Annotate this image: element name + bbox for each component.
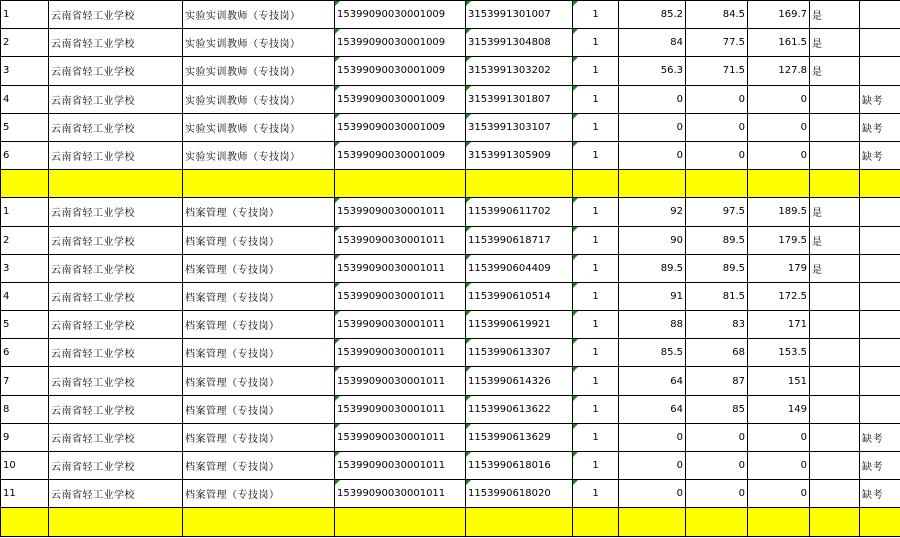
separator-cell	[1, 508, 49, 536]
cell-pass[interactable]	[810, 85, 860, 113]
cell-score-1[interactable]: 0	[619, 141, 686, 169]
cell-total[interactable]: 0	[748, 141, 810, 169]
cell-exam-number[interactable]: 1153990610514	[466, 282, 573, 310]
separator-cell	[860, 170, 900, 198]
cell-count[interactable]: 1	[573, 29, 619, 57]
cell-score-1[interactable]: 85.2	[619, 1, 686, 29]
cell-total[interactable]: 172.5	[748, 282, 810, 310]
cell-note[interactable]	[860, 29, 900, 57]
cell-post-code[interactable]: 15399090030001011	[335, 452, 466, 480]
cell-school[interactable]: 云南省轻工业学校	[49, 198, 183, 226]
cell-count[interactable]: 1	[573, 85, 619, 113]
cell-total[interactable]: 0	[748, 113, 810, 141]
cell-index[interactable]: 5	[1, 113, 49, 141]
table-row[interactable]	[1, 57, 900, 85]
cell-index[interactable]: 2	[1, 226, 49, 254]
cell-post-code[interactable]: 15399090030001009	[335, 85, 466, 113]
cell-score-1[interactable]: 0	[619, 85, 686, 113]
cell-note[interactable]	[860, 226, 900, 254]
cell-score-2[interactable]: 97.5	[686, 198, 748, 226]
cell-pass[interactable]	[810, 367, 860, 395]
cell-post-code[interactable]: 15399090030001011	[335, 395, 466, 423]
cell-count[interactable]: 1	[573, 113, 619, 141]
cell-total[interactable]: 0	[748, 85, 810, 113]
cell-count[interactable]: 1	[573, 198, 619, 226]
cell-count[interactable]: 1	[573, 141, 619, 169]
separator-cell	[860, 508, 900, 536]
separator-row	[1, 508, 900, 536]
cell-index[interactable]: 1	[1, 1, 49, 29]
cell-score-1[interactable]: 88	[619, 311, 686, 339]
cell-exam-number[interactable]: 1153990614326	[466, 367, 573, 395]
cell-score-2[interactable]: 89.5	[686, 226, 748, 254]
cell-pass[interactable]: 是	[810, 254, 860, 282]
cell-position[interactable]: 实验实训教师（专技岗）	[183, 141, 335, 169]
separator-cell	[810, 170, 860, 198]
cell-note[interactable]	[860, 254, 900, 282]
table-row[interactable]	[1, 198, 900, 226]
cell-school[interactable]: 云南省轻工业学校	[49, 113, 183, 141]
cell-score-2[interactable]: 84.5	[686, 1, 748, 29]
cell-count[interactable]: 1	[573, 395, 619, 423]
cell-position[interactable]: 档案管理（专技岗）	[183, 311, 335, 339]
table-row[interactable]	[1, 254, 900, 282]
separator-cell	[573, 170, 619, 198]
table-row[interactable]	[1, 1, 900, 29]
cell-school[interactable]: 云南省轻工业学校	[49, 1, 183, 29]
table-row[interactable]	[1, 339, 900, 367]
cell-position[interactable]: 档案管理（专技岗）	[183, 452, 335, 480]
table-row[interactable]	[1, 395, 900, 423]
cell-exam-number[interactable]: 1153990619921	[466, 311, 573, 339]
cell-index[interactable]: 1	[1, 198, 49, 226]
cell-total[interactable]: 149	[748, 395, 810, 423]
cell-index[interactable]: 9	[1, 423, 49, 451]
table-row[interactable]	[1, 480, 900, 508]
cell-position[interactable]: 实验实训教师（专技岗）	[183, 1, 335, 29]
cell-score-2[interactable]: 0	[686, 113, 748, 141]
cell-score-2[interactable]: 0	[686, 480, 748, 508]
cell-index[interactable]: 5	[1, 311, 49, 339]
cell-count[interactable]: 1	[573, 367, 619, 395]
cell-school[interactable]: 云南省轻工业学校	[49, 395, 183, 423]
cell-note[interactable]: 缺考	[860, 141, 900, 169]
cell-note[interactable]	[860, 311, 900, 339]
cell-count[interactable]: 1	[573, 480, 619, 508]
cell-post-code[interactable]: 15399090030001011	[335, 282, 466, 310]
cell-score-1[interactable]: 64	[619, 395, 686, 423]
cell-score-1[interactable]: 64	[619, 367, 686, 395]
cell-score-2[interactable]: 89.5	[686, 254, 748, 282]
cell-score-1[interactable]: 85.5	[619, 339, 686, 367]
table-row[interactable]	[1, 367, 900, 395]
cell-pass[interactable]	[810, 339, 860, 367]
separator-cell	[810, 508, 860, 536]
cell-note[interactable]	[860, 395, 900, 423]
cell-school[interactable]: 云南省轻工业学校	[49, 339, 183, 367]
cell-position[interactable]: 档案管理（专技岗）	[183, 423, 335, 451]
cell-position[interactable]: 档案管理（专技岗）	[183, 367, 335, 395]
cell-position[interactable]: 实验实训教师（专技岗）	[183, 29, 335, 57]
separator-cell	[1, 170, 49, 198]
cell-pass[interactable]	[810, 311, 860, 339]
separator-cell	[686, 508, 748, 536]
cell-exam-number[interactable]: 3153991304808	[466, 29, 573, 57]
cell-post-code[interactable]: 15399090030001009	[335, 57, 466, 85]
cell-note[interactable]	[860, 57, 900, 85]
separator-cell	[335, 508, 466, 536]
cell-school[interactable]: 云南省轻工业学校	[49, 367, 183, 395]
cell-score-1[interactable]: 0	[619, 423, 686, 451]
cell-post-code[interactable]: 15399090030001009	[335, 113, 466, 141]
cell-total[interactable]: 153.5	[748, 339, 810, 367]
cell-position[interactable]: 档案管理（专技岗）	[183, 339, 335, 367]
separator-cell	[466, 508, 573, 536]
cell-exam-number[interactable]: 1153990618717	[466, 226, 573, 254]
cell-pass[interactable]	[810, 480, 860, 508]
cell-post-code[interactable]: 15399090030001009	[335, 141, 466, 169]
cell-exam-number[interactable]: 1153990618020	[466, 480, 573, 508]
cell-index[interactable]: 7	[1, 367, 49, 395]
cell-count[interactable]: 1	[573, 226, 619, 254]
separator-cell	[183, 508, 335, 536]
cell-index[interactable]: 10	[1, 452, 49, 480]
cell-exam-number[interactable]: 3153991303107	[466, 113, 573, 141]
cell-total[interactable]: 189.5	[748, 198, 810, 226]
cell-school[interactable]: 云南省轻工业学校	[49, 452, 183, 480]
cell-exam-number[interactable]: 1153990604409	[466, 254, 573, 282]
cell-note[interactable]: 缺考	[860, 85, 900, 113]
cell-school[interactable]: 云南省轻工业学校	[49, 29, 183, 57]
table-row[interactable]	[1, 29, 900, 57]
cell-count[interactable]: 1	[573, 311, 619, 339]
cell-total[interactable]: 0	[748, 452, 810, 480]
cell-pass[interactable]: 是	[810, 1, 860, 29]
cell-score-1[interactable]: 0	[619, 480, 686, 508]
table-row[interactable]	[1, 452, 900, 480]
cell-total[interactable]: 171	[748, 311, 810, 339]
cell-pass[interactable]	[810, 141, 860, 169]
cell-exam-number[interactable]: 1153990618016	[466, 452, 573, 480]
cell-total[interactable]: 179.5	[748, 226, 810, 254]
cell-index[interactable]: 11	[1, 480, 49, 508]
separator-cell	[183, 170, 335, 198]
cell-post-code[interactable]: 15399090030001011	[335, 198, 466, 226]
cell-score-1[interactable]: 0	[619, 452, 686, 480]
cell-total[interactable]: 169.7	[748, 1, 810, 29]
cell-index[interactable]: 6	[1, 339, 49, 367]
cell-position[interactable]: 档案管理（专技岗）	[183, 480, 335, 508]
cell-score-2[interactable]: 83	[686, 311, 748, 339]
separator-cell	[619, 170, 686, 198]
cell-pass[interactable]: 是	[810, 57, 860, 85]
cell-score-1[interactable]: 56.3	[619, 57, 686, 85]
cell-post-code[interactable]: 15399090030001009	[335, 29, 466, 57]
cell-count[interactable]: 1	[573, 452, 619, 480]
cell-count[interactable]: 1	[573, 57, 619, 85]
cell-index[interactable]: 4	[1, 282, 49, 310]
cell-school[interactable]: 云南省轻工业学校	[49, 141, 183, 169]
cell-post-code[interactable]: 15399090030001011	[335, 480, 466, 508]
cell-count[interactable]: 1	[573, 423, 619, 451]
cell-school[interactable]: 云南省轻工业学校	[49, 311, 183, 339]
cell-position[interactable]: 档案管理（专技岗）	[183, 226, 335, 254]
cell-post-code[interactable]: 15399090030001011	[335, 254, 466, 282]
cell-school[interactable]: 云南省轻工业学校	[49, 423, 183, 451]
cell-school[interactable]: 云南省轻工业学校	[49, 254, 183, 282]
cell-count[interactable]: 1	[573, 254, 619, 282]
cell-index[interactable]: 3	[1, 57, 49, 85]
table-row[interactable]	[1, 282, 900, 310]
cell-note[interactable]	[860, 198, 900, 226]
cell-index[interactable]: 3	[1, 254, 49, 282]
cell-position[interactable]: 实验实训教师（专技岗）	[183, 113, 335, 141]
cell-school[interactable]: 云南省轻工业学校	[49, 480, 183, 508]
separator-cell	[335, 170, 466, 198]
separator-cell	[573, 508, 619, 536]
separator-cell	[748, 170, 810, 198]
cell-index[interactable]: 8	[1, 395, 49, 423]
cell-note[interactable]: 缺考	[860, 452, 900, 480]
separator-row	[1, 170, 900, 198]
cell-score-2[interactable]: 71.5	[686, 57, 748, 85]
cell-note[interactable]	[860, 282, 900, 310]
cell-note[interactable]: 缺考	[860, 480, 900, 508]
cell-score-2[interactable]: 68	[686, 339, 748, 367]
cell-pass[interactable]: 是	[810, 198, 860, 226]
cell-post-code[interactable]: 15399090030001011	[335, 367, 466, 395]
separator-cell	[466, 170, 573, 198]
cell-note[interactable]	[860, 367, 900, 395]
cell-position[interactable]: 档案管理（专技岗）	[183, 282, 335, 310]
separator-cell	[49, 508, 183, 536]
separator-cell	[49, 170, 183, 198]
cell-index[interactable]: 4	[1, 85, 49, 113]
cell-score-2[interactable]: 0	[686, 452, 748, 480]
separator-cell	[748, 508, 810, 536]
cell-post-code[interactable]: 15399090030001011	[335, 423, 466, 451]
cell-total[interactable]: 179	[748, 254, 810, 282]
cell-position[interactable]: 实验实训教师（专技岗）	[183, 57, 335, 85]
cell-note[interactable]: 缺考	[860, 113, 900, 141]
cell-total[interactable]: 151	[748, 367, 810, 395]
cell-school[interactable]: 云南省轻工业学校	[49, 85, 183, 113]
cell-score-1[interactable]: 90	[619, 226, 686, 254]
cell-pass[interactable]	[810, 282, 860, 310]
cell-count[interactable]: 1	[573, 1, 619, 29]
cell-exam-number[interactable]: 1153990613307	[466, 339, 573, 367]
cell-score-1[interactable]: 89.5	[619, 254, 686, 282]
cell-post-code[interactable]: 15399090030001009	[335, 1, 466, 29]
table-row[interactable]	[1, 85, 900, 113]
cell-exam-number[interactable]: 1153990613629	[466, 423, 573, 451]
cell-school[interactable]: 云南省轻工业学校	[49, 226, 183, 254]
cell-exam-number[interactable]: 1153990611702	[466, 198, 573, 226]
table-row[interactable]	[1, 113, 900, 141]
separator-cell	[619, 508, 686, 536]
cell-count[interactable]: 1	[573, 282, 619, 310]
cell-score-2[interactable]: 81.5	[686, 282, 748, 310]
cell-pass[interactable]	[810, 395, 860, 423]
cell-position[interactable]: 实验实训教师（专技岗）	[183, 85, 335, 113]
cell-pass[interactable]: 是	[810, 29, 860, 57]
cell-position[interactable]: 档案管理（专技岗）	[183, 254, 335, 282]
cell-note[interactable]	[860, 339, 900, 367]
cell-score-2[interactable]: 77.5	[686, 29, 748, 57]
cell-score-2[interactable]: 0	[686, 141, 748, 169]
cell-score-1[interactable]: 84	[619, 29, 686, 57]
cell-pass[interactable]: 是	[810, 226, 860, 254]
cell-note[interactable]	[860, 1, 900, 29]
cell-school[interactable]: 云南省轻工业学校	[49, 57, 183, 85]
cell-post-code[interactable]: 15399090030001011	[335, 311, 466, 339]
cell-index[interactable]: 2	[1, 29, 49, 57]
cell-index[interactable]: 6	[1, 141, 49, 169]
table-row[interactable]	[1, 311, 900, 339]
cell-total[interactable]: 127.8	[748, 57, 810, 85]
cell-pass[interactable]	[810, 423, 860, 451]
cell-pass[interactable]	[810, 113, 860, 141]
cell-exam-number[interactable]: 1153990613622	[466, 395, 573, 423]
cell-school[interactable]: 云南省轻工业学校	[49, 282, 183, 310]
cell-count[interactable]: 1	[573, 339, 619, 367]
table-body	[1, 1, 900, 537]
table-row[interactable]	[1, 423, 900, 451]
cell-position[interactable]: 档案管理（专技岗）	[183, 198, 335, 226]
cell-exam-number[interactable]: 3153991303202	[466, 57, 573, 85]
cell-position[interactable]: 档案管理（专技岗）	[183, 395, 335, 423]
cell-score-1[interactable]: 0	[619, 113, 686, 141]
cell-exam-number[interactable]: 3153991301807	[466, 85, 573, 113]
cell-pass[interactable]	[810, 452, 860, 480]
table-row[interactable]	[1, 141, 900, 169]
cell-exam-number[interactable]: 3153991301007	[466, 1, 573, 29]
separator-cell	[686, 170, 748, 198]
cell-score-1[interactable]: 92	[619, 198, 686, 226]
cell-post-code[interactable]: 15399090030001011	[335, 339, 466, 367]
cell-total[interactable]: 0	[748, 423, 810, 451]
cell-exam-number[interactable]: 3153991305909	[466, 141, 573, 169]
cell-score-2[interactable]: 87	[686, 367, 748, 395]
cell-score-2[interactable]: 0	[686, 423, 748, 451]
cell-note[interactable]: 缺考	[860, 423, 900, 451]
cell-total[interactable]: 161.5	[748, 29, 810, 57]
table-row[interactable]	[1, 226, 900, 254]
cell-post-code[interactable]: 15399090030001011	[335, 226, 466, 254]
cell-score-2[interactable]: 85	[686, 395, 748, 423]
cell-score-2[interactable]: 0	[686, 85, 748, 113]
cell-score-1[interactable]: 91	[619, 282, 686, 310]
cell-total[interactable]: 0	[748, 480, 810, 508]
